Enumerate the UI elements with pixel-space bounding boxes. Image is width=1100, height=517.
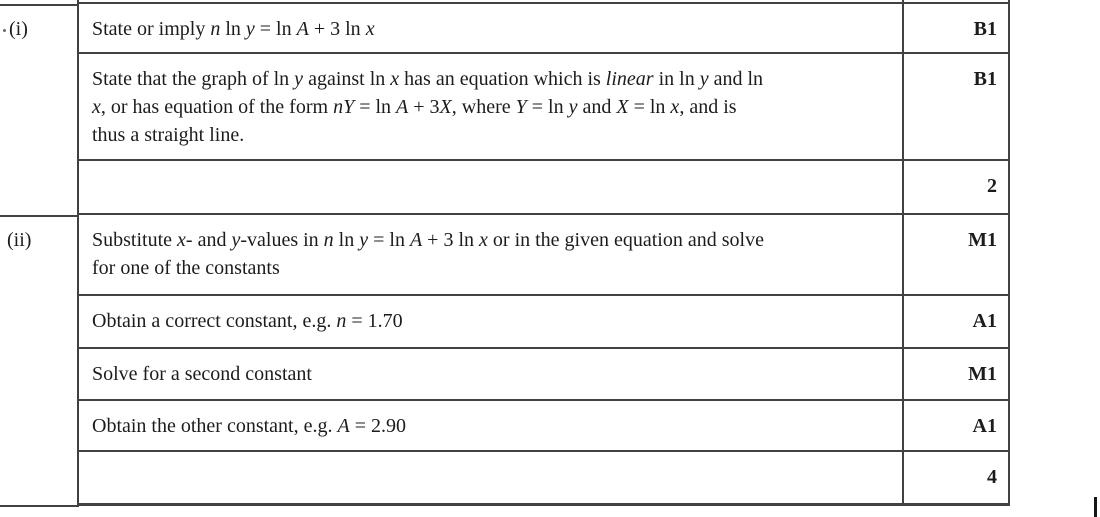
table-grid-line — [77, 213, 1010, 215]
mark-cell: A1 — [972, 310, 997, 332]
mark-cell: B1 — [973, 68, 997, 90]
table-grid-line — [77, 2, 1010, 4]
ink-speck — [3, 29, 6, 32]
part-label-ii: (ii) — [7, 229, 32, 251]
text-line: for one of the constants — [92, 257, 280, 279]
table-grid-line — [0, 505, 77, 507]
criterion-text — [92, 360, 898, 388]
mark-cell: M1 — [968, 229, 997, 251]
text-line: Obtain a correct constant, e.g. n = 1.70 — [92, 310, 403, 332]
mark-cell: B1 — [973, 18, 997, 40]
text-line: Substitute x- and y-values in n ln y = ln A + 3 ln x or in the given equation and solve — [92, 229, 764, 251]
table-grid-line — [77, 52, 1010, 54]
mark-cell: A1 — [972, 415, 997, 437]
part-label-i: (i) — [9, 18, 28, 40]
table-grid-line — [77, 347, 1010, 349]
criterion-text — [92, 65, 898, 149]
text-line: Solve for a second constant — [92, 363, 312, 385]
criterion-text — [92, 307, 898, 335]
text-line: State that the graph of ln y against ln x has an equation which is linear in ln y and ln — [92, 68, 764, 90]
mark-total-cell: 2 — [987, 175, 997, 197]
text-line: thus a straight line. — [92, 124, 245, 146]
criterion-text — [92, 226, 898, 282]
table-grid-line — [77, 399, 1010, 401]
table-grid-line — [77, 294, 1010, 296]
text-line: Obtain the other constant, e.g. A = 2.90 — [92, 415, 406, 437]
caret-mark-icon — [1094, 497, 1097, 517]
table-grid-line — [0, 4, 77, 6]
table-grid-line — [77, 0, 79, 507]
criterion-text — [92, 412, 898, 440]
text-line: x, or has equation of the form nY = ln A + 3X, where Y = ln y and X = ln x, and is — [92, 96, 737, 118]
text-line: State or imply n ln y = ln A + 3 ln x — [92, 18, 375, 40]
mark-cell: M1 — [968, 363, 997, 385]
mark-total-cell: 4 — [987, 466, 997, 488]
criterion-text — [92, 15, 898, 43]
table-grid-line — [77, 159, 1010, 161]
table-grid-line — [77, 450, 1010, 452]
table-bottom-border — [77, 503, 1010, 506]
table-grid-line — [0, 215, 77, 217]
